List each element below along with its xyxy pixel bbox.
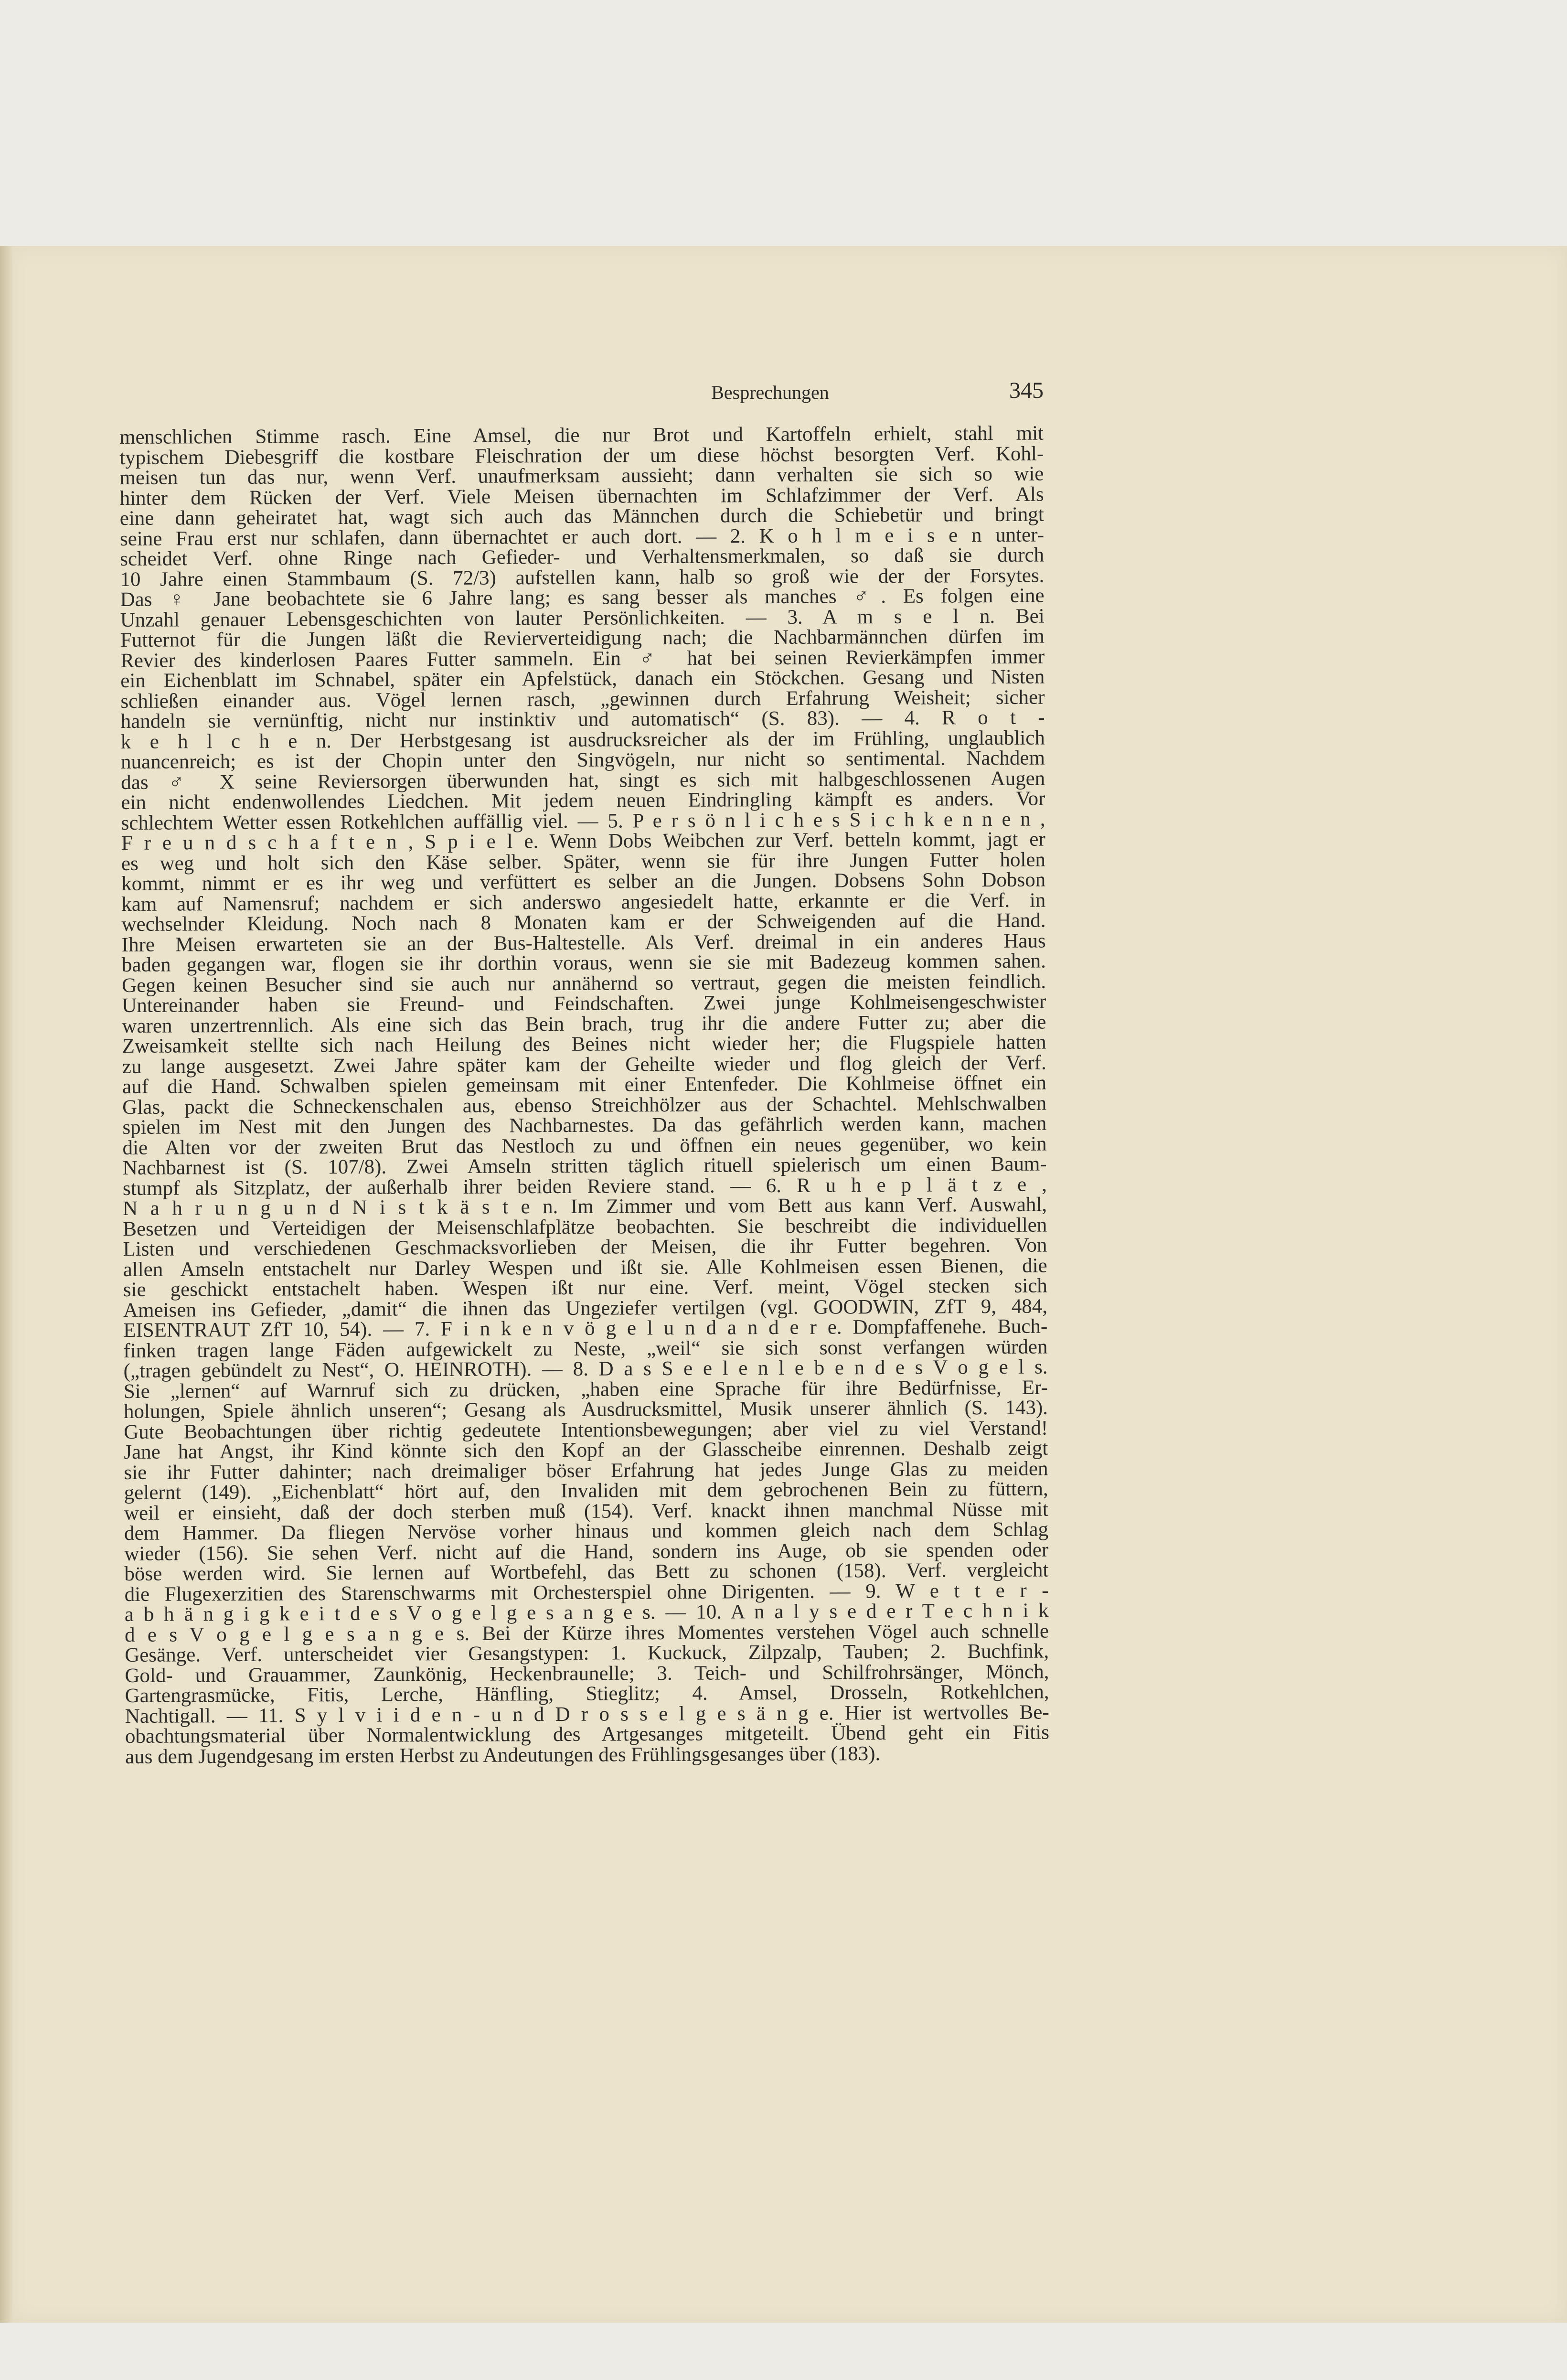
text-line: Revier des kinderlosen Paares Futter sammeln. Ein ♂ hat bei seinen Revierkämpfen immer [120, 645, 1045, 672]
text-line: kommt, nimmt er es ihr weg und verfüttert es selber an die Jungen. Dobsens Sohn Dobson [121, 868, 1046, 895]
text-line: Ameisen ins Gefieder, „damit“ die ihnen das Ungeziefer vertilgen (vgl. GOODWIN, ZfT 9, 484, [123, 1295, 1048, 1322]
text-line: („tragen gebündelt zu Nest“, O. HEINROTH). — 8. D a s S e e l e n l e b e n d e s V o g e l s. [123, 1355, 1048, 1382]
text-line: Untereinander haben sie Freund- und Feindschaften. Zwei junge Kohlmeisengeschwister [122, 990, 1046, 1017]
text-line: sie ihr Futter dahinter; nach dreimaliger böser Erfahrung hat jedes Junge Glas zu meiden [124, 1457, 1048, 1484]
text-line: baden gegangen war, flogen sie ihr dorthin voraus, wenn sie sie mit Badezeug kommen sahen. [121, 950, 1046, 976]
text-line: wieder (156). Sie sehen Verf. nicht auf die Hand, sondern ins Auge, ob sie spenden oder [124, 1538, 1049, 1565]
text-line: meisen tun das nur, wenn Verf. unaufmerksam aussieht; dann verhalten sie sich so wie [119, 462, 1044, 489]
text-line: seine Frau erst nur schlafen, dann übernachtet er auch dort. — 2. K o h l m e i s e n unter- [119, 523, 1045, 550]
page-spine-edge [0, 246, 12, 2323]
text-line: gelernt (149). „Eichenblatt“ hört auf, den Invaliden mit dem gebrochenen Bein zu füttern, [124, 1477, 1048, 1504]
page-number: 345 [1009, 378, 1044, 403]
text-line: sie geschickt entstachelt haben. Wespen ißt nur eine. Verf. meint, Vögel stecken sich [123, 1274, 1047, 1301]
text-line: 10 Jahre einen Stammbaum (S. 72/3) aufstellen kann, halb so groß wie der der Forsytes. [120, 564, 1045, 591]
running-head: Besprechungen [711, 382, 829, 403]
text-line: spielen im Nest mit den Jungen des Nachbarnestes. Da das gefährlich werden kann, machen [122, 1112, 1047, 1139]
text-line: weil er einsieht, daß der doch sterben muß (154). Verf. knackt ihnen manchmal Nüsse mit [124, 1498, 1049, 1525]
text-line: böse werden wird. Sie lernen auf Wortbefehl, das Bett zu schonen (158). Verf. vergleicht [124, 1558, 1049, 1585]
text-line: kam auf Namensruf; nachdem er sich anderswo angesiedelt hatte, erkannte er die Verf. in [121, 889, 1046, 916]
review-body-text [119, 424, 1049, 1767]
text-line: waren unzertrennlich. Als eine sich das Bein brach, trug ihr die andere Futter zu; aber die [122, 1011, 1046, 1037]
text-line: Sie „lernen“ auf Warnruf sich zu drücken, „haben eine Sprache für ihre Bedürfnisse, Er- [123, 1376, 1048, 1403]
text-line: ein Eichenblatt im Schnabel, später ein Apfelstück, danach ein Stöckchen. Gesang und Nisten [120, 665, 1045, 692]
text-line: Glas, packt die Schneckenschalen aus, ebenso Streichhölzer aus der Schachtel. Mehlschwalben [122, 1092, 1047, 1119]
text-line: EISENTRAUT ZfT 10, 54). — 7. F i n k e n v ö g e l u n d a n d e r e. Dompfaffenehe. Buch- [123, 1315, 1048, 1342]
text-line: Gold- und Grauammer, Zaunkönig, Heckenbraunelle; 3. Teich- und Schilfrohrsänger, Mönch, [125, 1660, 1049, 1687]
text-line: Unzahl genauer Lebensgeschichten von lauter Persönlichkeiten. — 3. A m s e l n. Bei [120, 605, 1045, 631]
text-line: nuancenreich; es ist der Chopin unter den Singvögeln, nur nicht so sentimental. Nachdem [120, 747, 1045, 773]
text-line: hinter dem Rücken der Verf. Viele Meisen übernachten im Schlafzimmer der Verf. Als [119, 483, 1044, 510]
text-line: das ♂ X seine Reviersorgen überwunden hat, singt es sich mit halbgeschlossenen Augen [121, 767, 1045, 794]
text-line: schlechtem Wetter essen Rotkehlchen auffällig viel. — 5. P e r s ö n l i c h e s S i c h k e n n e n , [121, 808, 1045, 834]
text-line: typischem Diebesgriff die kostbare Fleischration der um diese höchst besorgten Verf. Kohl- [119, 442, 1044, 469]
text-line: Gesänge. Verf. unterscheidet vier Gesangstypen: 1. Kuckuck, Zilpzalp, Tauben; 2. Buchfink, [125, 1640, 1049, 1666]
text-line: zu lange ausgesetzt. Zwei Jahre später kam der Geheilte wieder und flog gleich der Verf. [122, 1051, 1046, 1078]
text-line: die Alten vor der zweiten Brut das Nestloch zu und öffnen ein neues gegenüber, wo kein [122, 1132, 1047, 1159]
text-line: auf die Hand. Schwalben spielen gemeinsam mit einer Entenfeder. Die Kohlmeise öffnet ein [122, 1071, 1047, 1098]
text-line: dem Hammer. Da fliegen Nervöse vorher hinaus und kommen gleich nach dem Schlag [124, 1518, 1049, 1545]
text-line: die Flugexerzitien des Starenschwarms mit Orchesterspiel ohne Dirigenten. — 9. W e t t e r - [124, 1579, 1049, 1606]
text-line: Nachbarnest ist (S. 107/8). Zwei Amseln stritten täglich rituell spielerisch um einen Baum- [122, 1153, 1047, 1179]
text-line: Nachtigall. — 11. S y l v i i d e n - u n d D r o s s e l g e s ä n g e. Hier ist wertvolles Be- [125, 1701, 1049, 1728]
text-line: eine dann geheiratet hat, wagt sich auch das Männchen durch die Schiebetür und bringt [119, 503, 1044, 530]
text-line: Ihre Meisen erwarteten sie an der Bus-Haltestelle. Als Verf. dreimal in ein anderes Haus [121, 929, 1046, 956]
text-line: finken tragen lange Fäden aufgewickelt zu Neste, „weil“ sie sich sonst verfangen würden [123, 1335, 1048, 1362]
text-line: es weg und holt sich den Käse selber. Später, wenn sie für ihre Jungen Futter holen [121, 848, 1046, 875]
text-line: a b h ä n g i g k e i t d e s V o g e l g e s a n g e s. — 10. A n a l y s e d e r T e c h n i k [124, 1599, 1049, 1626]
text-line: Futternot für die Jungen läßt die Revierverteidigung nach; die Nachbarmännchen dürfen im [120, 625, 1045, 651]
text-line: Jane hat Angst, ihr Kind könnte sich den Kopf an der Glasscheibe einrennen. Deshalb zeigt [124, 1437, 1048, 1463]
text-line: obachtungsmaterial über Normalentwicklung des Artgesanges mitgeteilt. Übend geht ein Fitis [125, 1721, 1050, 1748]
text-line: aus dem Jugendgesang im ersten Herbst zu Andeutungen des Frühlingsgesanges über (183). [125, 1742, 881, 1768]
text-line: Besetzen und Verteidigen der Meisenschlafplätze beobachten. Sie beschreibt die individuellen [123, 1214, 1047, 1240]
text-line: Gute Beobachtungen über richtig gedeutete Intentionsbewegungen; aber viel zu viel Verstand! [124, 1417, 1048, 1443]
text-line: ein nicht endenwollendes Liedchen. Mit jedem neuen Eindringling kämpft es anders. Vor [121, 787, 1045, 814]
text-line: Zweisamkeit stellte sich nach Heilung des Beines nicht wieder her; die Flugspiele hatten [122, 1031, 1046, 1057]
text-line: Listen und verschiedenen Geschmacksvorlieben der Meisen, die ihr Futter begehren. Von [123, 1234, 1047, 1260]
text-line: scheidet Verf. ohne Ringe nach Gefieder- und Verhaltensmerkmalen, so daß sie durch [120, 544, 1045, 570]
text-line: k e h l c h e n. Der Herbstgesang ist ausdrucksreicher als der im Frühling, unglaublich [120, 726, 1045, 753]
text-line: schließen einander aus. Vögel lernen rasch, „gewinnen durch Erfahrung Weisheit; sicher [120, 686, 1045, 713]
text-line: stumpf als Sitzplatz, der außerhalb ihrer beiden Reviere stand. — 6. R u h e p l ä t z e , [122, 1173, 1047, 1200]
text-line: handeln sie vernünftig, nicht nur instinktiv und automatisch“ (S. 83). — 4. R o t - [120, 706, 1045, 733]
text-line: Das ♀ Jane beobachtete sie 6 Jahre lang; es sang besser als manches ♂. Es folgen eine [120, 584, 1045, 611]
text-line: F r e u n d s c h a f t e n , S p i e l e. Wenn Dobs Weibchen zur Verf. betteln kommt, jagt er [121, 828, 1045, 854]
text-line: d e s V o g e l g e s a n g e s. Bei der Kürze ihres Momentes verstehen Vögel auch schnelle [124, 1620, 1049, 1646]
text-line: wechselnder Kleidung. Noch nach 8 Monaten kam er der Schweigenden auf die Hand. [121, 909, 1046, 936]
text-line: menschlichen Stimme rasch. Eine Amsel, die nur Brot und Kartoffeln erhielt, stahl mit [119, 422, 1044, 448]
page-header [497, 377, 1044, 406]
text-line: allen Amseln entstachelt nur Darley Wespen und ißt sie. Alle Kohlmeisen essen Bienen, die [123, 1254, 1047, 1281]
text-line: Gartengrasmücke, Fitis, Lerche, Hänfling, Stieglitz; 4. Amsel, Drosseln, Rotkehlchen, [125, 1680, 1049, 1707]
text-line: N a h r u n g u n d N i s t k ä s t e n. Im Zimmer und vom Bett aus kann Verf. Auswahl, [123, 1193, 1047, 1220]
text-line: holungen, Spiele ähnlich unseren“; Gesang als Ausdrucksmittel, Musik unserer ähnlich (S. 143). [123, 1396, 1048, 1423]
text-line: Gegen keinen Besucher sind sie auch nur annähernd so vertraut, gegen die meisten feindlich. [121, 970, 1046, 997]
